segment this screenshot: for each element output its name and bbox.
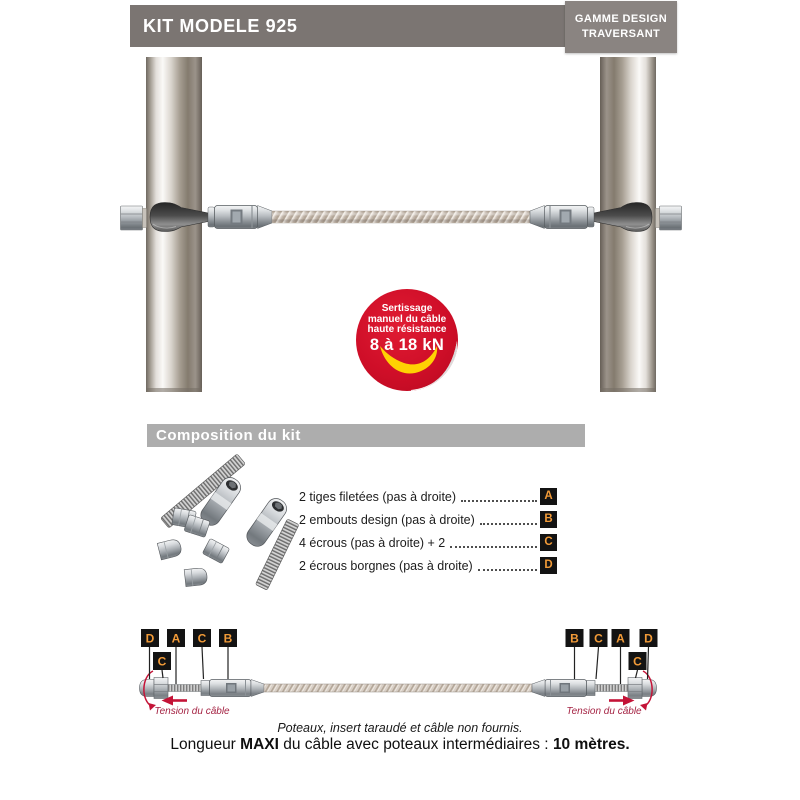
diagram-label-a-right: [612, 629, 630, 647]
right-post-assembly: [530, 57, 682, 392]
diagram-label-c-left: [193, 629, 211, 647]
footer-note: Poteaux, insert taraudé et câble non fournis.: [277, 721, 523, 735]
svg-text:C: C: [197, 631, 207, 646]
length-prefix: Longueur: [170, 736, 236, 753]
outer-hex-nut: [121, 206, 147, 230]
lock-nut: [201, 681, 210, 696]
left-end-assembly: [140, 671, 265, 711]
cap-nut: [184, 567, 208, 586]
part-badge-a: A: [540, 488, 557, 505]
parts-list: [299, 485, 557, 577]
part-label: 2 écrous borgnes (pas à droite): [299, 558, 473, 573]
tension-caption-right: Tension du câble: [566, 706, 642, 717]
list-item: [299, 554, 557, 577]
dotted-leader: [450, 545, 537, 548]
hex-nut: [154, 678, 168, 699]
length-value: 10 mètres.: [552, 736, 630, 753]
dotted-leader: [478, 568, 537, 571]
length-middle: du câble avec poteaux intermédiaires :: [283, 736, 549, 753]
part-label: 2 tiges filetées (pas à droite): [299, 489, 457, 504]
diagram-sublabel-c-right: [629, 652, 647, 670]
part-label: 4 écrous (pas à droite) + 2: [299, 535, 446, 550]
length-maxi: MAXI: [240, 736, 279, 753]
sticker-line1: Sertissage: [381, 303, 433, 314]
sticker-line3: haute résistance: [367, 324, 447, 335]
tension-caption-left: Tension du câble: [154, 706, 230, 717]
svg-text:D: D: [644, 631, 653, 646]
cable: [272, 211, 530, 223]
diagram-label-d-right: [640, 629, 658, 647]
sticker-value: 8 à 18 kN: [369, 335, 445, 354]
svg-text:C: C: [157, 654, 167, 669]
svg-text:B: B: [570, 631, 579, 646]
kit-components-photo: [146, 450, 308, 612]
header-bar: [130, 5, 565, 47]
footer-length-note: [0, 736, 800, 754]
right-end-assembly: [532, 671, 657, 711]
sticker-line2: manuel du câble: [367, 313, 447, 325]
svg-text:C: C: [594, 631, 603, 646]
diagram-sublabel-c-left: [153, 652, 171, 670]
composition-heading: Composition du kit: [147, 424, 585, 447]
tensioner-body: [208, 206, 272, 229]
cable: [264, 684, 532, 692]
svg-text:C: C: [633, 654, 642, 669]
dotted-leader: [480, 522, 537, 525]
svg-text:A: A: [171, 631, 181, 646]
svg-text:B: B: [223, 631, 233, 646]
page-title: KIT MODELE 925: [143, 15, 298, 36]
assembly-diagram: [130, 618, 675, 718]
cap-nut: [140, 680, 155, 697]
part-badge-c: C: [540, 534, 557, 551]
cap-nut: [157, 538, 182, 560]
threaded-rod: [168, 685, 202, 692]
range-badge-line2: TRAVERSANT: [581, 28, 661, 40]
part-label: 2 embouts design (pas à droite): [299, 512, 475, 527]
left-post-assembly: [121, 57, 273, 392]
list-item: [299, 531, 557, 554]
callout-lines: [150, 647, 649, 684]
svg-text:D: D: [145, 631, 155, 646]
diagram-label-c-right: [590, 629, 608, 647]
svg-text:A: A: [616, 631, 625, 646]
diagram-label-b-right: [566, 629, 584, 647]
diagram-label-a-left: [167, 629, 185, 647]
list-item: [299, 485, 557, 508]
list-item: [299, 508, 557, 531]
diagram-label-b-left: [219, 629, 237, 647]
part-badge-b: B: [540, 511, 557, 528]
dotted-leader: [461, 499, 537, 502]
part-badge-d: D: [540, 557, 557, 574]
hex-nut: [202, 538, 229, 563]
range-badge: [565, 1, 677, 53]
range-badge-line1: GAMME DESIGN: [574, 13, 668, 26]
crimping-sticker: [356, 289, 458, 391]
diagram-label-d-left: [141, 629, 159, 647]
